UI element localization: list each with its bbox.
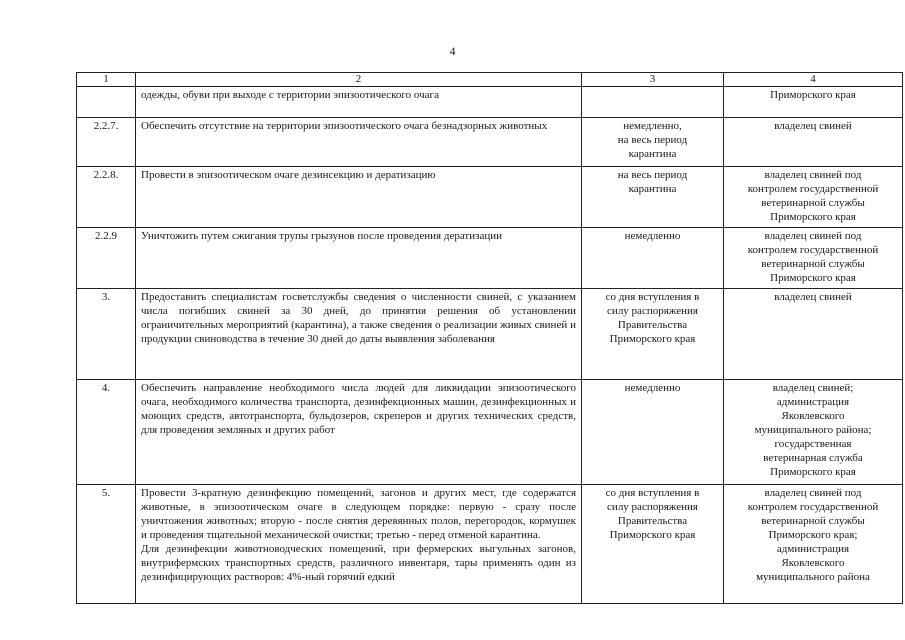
- row-number: 2.2.8.: [77, 167, 136, 228]
- row-measure: Предоставить специалистам госветслужбы сведения о численности свиней, с указанием числа погибших свиней за 30 дней, до принятия решения об установлении ограничительных мероприятий (карантина), а также сведения о реализации живых свиней и продукции свиноводства в течение 30 дней до даты выявления заболевания: [136, 289, 582, 380]
- term-line: Приморского края: [609, 529, 696, 541]
- resp-line: контролем государственной: [747, 183, 879, 195]
- resp-line: ветеринарной службы: [761, 515, 865, 527]
- row-term: [582, 87, 724, 118]
- term-line: Правительства: [617, 319, 688, 331]
- resp-line: владелец свиней: [774, 291, 852, 303]
- term-line: карантина: [628, 148, 677, 160]
- resp-line: владелец свиней под: [764, 230, 862, 242]
- row-responsible: [724, 380, 903, 485]
- header-col-4: 4: [724, 73, 903, 87]
- row-number: 3.: [77, 289, 136, 380]
- term-line: со дня вступления в: [605, 487, 700, 499]
- term-line: карантина: [628, 183, 677, 195]
- table-row: [77, 118, 903, 167]
- resp-line: владелец свиней под: [764, 487, 862, 499]
- row-number: 4.: [77, 380, 136, 485]
- resp-line: муниципального района: [756, 571, 870, 583]
- row-responsible: [724, 87, 903, 118]
- resp-line: администрация: [776, 543, 850, 555]
- resp-line: государственная: [774, 438, 852, 450]
- row-measure: одежды, обуви при выходе с территории эпизоотического очага: [136, 87, 582, 118]
- row-measure: [136, 485, 582, 604]
- resp-line: Приморского края: [770, 211, 856, 223]
- row-responsible: [724, 118, 903, 167]
- resp-line: Приморского края: [770, 89, 856, 101]
- row-measure: Обеспечить отсутствие на территории эпизоотического очага безнадзорных животных: [136, 118, 582, 167]
- resp-line: Приморского края;: [768, 529, 858, 541]
- row-term: [582, 118, 724, 167]
- header-col-3: 3: [582, 73, 724, 87]
- measure-paragraph: Для дезинфекции животноводческих помещений, при фермерских выгульных загонов, внутрифермских транспортных средств, различного инвентаря, тары применять один из дезинфицирующих растворов: 4%-ный горячий едкий: [141, 543, 576, 583]
- row-responsible: [724, 485, 903, 604]
- row-responsible: [724, 228, 903, 289]
- term-line: силу распоряжения: [607, 501, 698, 513]
- page-number: 4: [449, 44, 456, 58]
- table-row: [77, 228, 903, 289]
- resp-line: Яковлевского: [781, 410, 845, 422]
- resp-line: контролем государственной: [747, 501, 879, 513]
- row-number: [77, 87, 136, 118]
- term-line: силу распоряжения: [607, 305, 698, 317]
- table-row: [77, 485, 903, 604]
- row-measure: Провести в эпизоотическом очаге дезинсекцию и дератизацию: [136, 167, 582, 228]
- term-line: немедленно: [624, 382, 681, 394]
- resp-line: Приморского края: [770, 272, 856, 284]
- resp-line: ветеринарной службы: [761, 258, 865, 270]
- term-line: Правительства: [617, 515, 688, 527]
- table-row: [77, 380, 903, 485]
- resp-line: владелец свиней под: [764, 169, 862, 181]
- resp-line: ветеринарная служба: [763, 452, 863, 464]
- resp-line: Приморского края: [770, 466, 856, 478]
- resp-line: владелец свиней;: [772, 382, 854, 394]
- term-line: немедленно: [624, 230, 681, 242]
- row-number: 2.2.9: [77, 228, 136, 289]
- table-row: [77, 87, 903, 118]
- table-row: [77, 289, 903, 380]
- header-col-2: 2: [136, 73, 582, 87]
- term-line: немедленно,: [623, 120, 682, 132]
- resp-line: владелец свиней: [774, 120, 852, 132]
- term-line: на весь период: [617, 134, 688, 146]
- row-measure: Обеспечить направление необходимого числа людей для ликвидации эпизоотического очага, необходимого количества транспорта, дезинфекционных машин, дезинфекционных и моющих средств, автотранспорта, бульдозеров, скреперов и других технических средств, для проведения земляных и других работ: [136, 380, 582, 485]
- row-term: [582, 167, 724, 228]
- term-line: на весь период: [617, 169, 688, 181]
- resp-line: муниципального района;: [754, 424, 872, 436]
- row-number: 2.2.7.: [77, 118, 136, 167]
- row-measure: Уничтожить путем сжигания трупы грызунов после проведения дератизации: [136, 228, 582, 289]
- term-line: со дня вступления в: [605, 291, 700, 303]
- resp-line: администрация: [776, 396, 850, 408]
- resp-line: контролем государственной: [747, 244, 879, 256]
- row-term: [582, 380, 724, 485]
- row-term: [582, 485, 724, 604]
- row-term: [582, 289, 724, 380]
- term-line: Приморского края: [609, 333, 696, 345]
- resp-line: Яковлевского: [781, 557, 845, 569]
- resp-line: ветеринарной службы: [761, 197, 865, 209]
- table-header-row: [77, 73, 903, 87]
- measures-table: [76, 72, 903, 604]
- row-responsible: [724, 289, 903, 380]
- table-row: [77, 167, 903, 228]
- row-responsible: [724, 167, 903, 228]
- row-number: 5.: [77, 485, 136, 604]
- measure-paragraph: Провести 3-кратную дезинфекцию помещений, загонов и других мест, где содержатся животные, в эпизоотическом очаге в следующем порядке: первую - сразу после уничтожения животных; вторую - после снятия деревянных полов, перегородок, кормушек и проведения тщательной механической очистки; третью - перед отменой карантина.: [141, 487, 576, 541]
- row-term: [582, 228, 724, 289]
- header-col-1: 1: [77, 73, 136, 87]
